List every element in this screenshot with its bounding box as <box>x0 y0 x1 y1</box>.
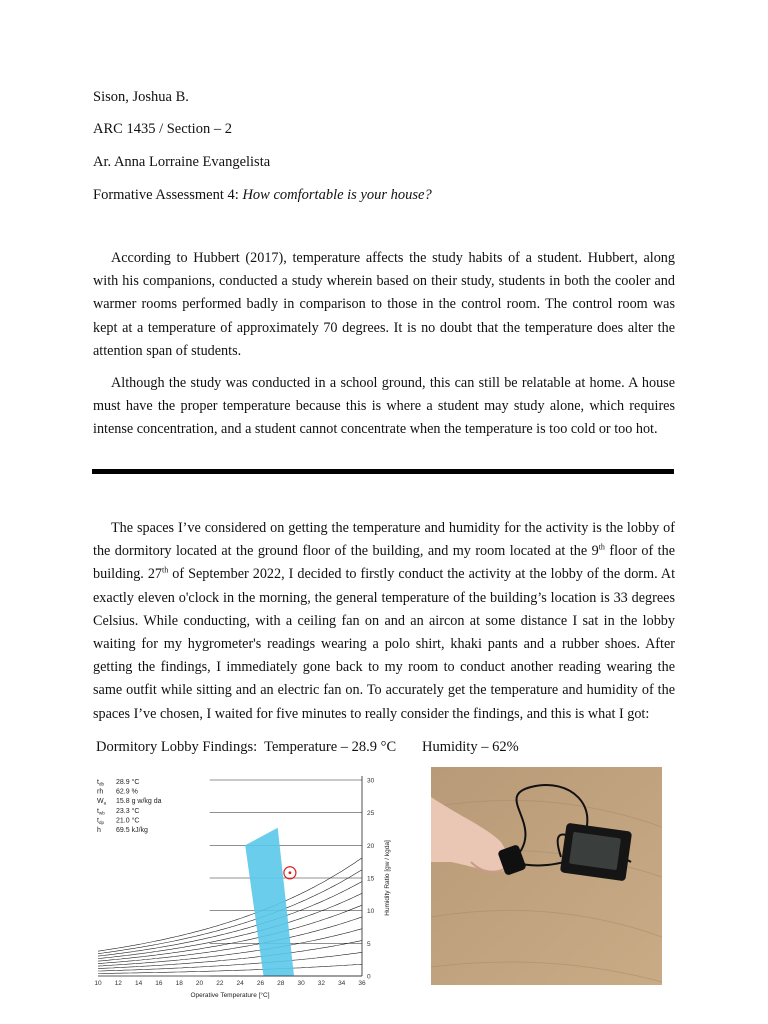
y-tick-label: 5 <box>367 940 371 948</box>
paragraph-3 <box>93 517 675 726</box>
reading-label: h <box>97 827 101 834</box>
y-tick-label: 0 <box>367 973 371 981</box>
rh-curves <box>98 858 362 974</box>
comfort-zone-group <box>245 828 294 976</box>
x-tick-label: 22 <box>216 980 224 987</box>
x-tick-label: 16 <box>155 980 163 987</box>
paragraph-1: According to Hubbert (2017), temperature affects the study habits of a student. Hubbert, along with his companions, conducted a study wherein based on their study, students in both the cooler and warmer rooms performed badly in comparison to those in the control room. The control room was kept at a temperature of approximately 70 degrees. It is no doubt that the temperature does alter the attention span of students. <box>93 250 675 359</box>
reading-label: rh <box>97 788 104 796</box>
x-tick-label: 14 <box>134 980 143 987</box>
reading-value: 15.8 g w/kg da <box>116 798 162 806</box>
psychrometric-chart <box>88 752 400 1004</box>
y-tick-label: 15 <box>367 875 375 883</box>
reading-label: $t_{dp}$ <box>97 817 104 825</box>
paragraph-3-part-a: The spaces I’ve considered on getting the temperature and humidity for the activity is the lobby of the dormitory located at the ground floor of the building, and my room located at the 9 <box>93 520 675 560</box>
reading-label: $t_{db}$ <box>97 779 104 787</box>
y-tick-label: 20 <box>367 842 375 850</box>
x-tick-label: 26 <box>256 980 265 987</box>
rh-curve <box>98 917 362 964</box>
paragraph-2: Although the study was conducted in a school ground, this can still be relatable at home. A house must have the proper temperature because this is where a student may study alone, which requires intense concentration, and a student cannot concentrate when the temperature is too cold or too hot. <box>93 375 675 438</box>
paragraph-3-part-c: of September 2022, I decided to firstly conduct the activity at the lobby of the dorm. At exactly eleven o'clock in the morning, the general temperature of the building’s location is 33 degrees Celsius. While conducting, with a ceiling fan on and an aircon at some distance I sat in the lobby waiting for my hygrometer's readings wearing a polo shirt, khaki pants and a rubber shoes. After getting the findings, I immediately gone back to my room to conduct another reading wearing the same outfit while sitting and an electric fan on. To accurately get the temperature and humidity of the spaces I’ve chosen, I waited for five minutes to really consider the findings, and this is what I got: <box>93 566 676 722</box>
reading-value: 21.0 °C <box>116 817 140 825</box>
assessment-heading <box>93 186 432 204</box>
y-tick-label: 25 <box>367 810 375 818</box>
reading-value: 69.5 kJ/kg <box>116 827 148 834</box>
findings-humidity: Humidity – 62% <box>422 739 519 755</box>
rh-curve <box>98 964 362 973</box>
chart-readings <box>97 778 162 834</box>
assessment-label: Formative Assessment 4: <box>93 187 239 203</box>
x-tick-label: 10 <box>94 980 102 987</box>
x-tick-label: 18 <box>175 980 183 987</box>
comfort-zone <box>245 828 294 976</box>
x-tick-label: 30 <box>297 980 305 987</box>
paragraph-3-part-b: floor of the building. 27 <box>93 543 676 583</box>
x-axis-label: Operative Temperature [°C] <box>190 992 270 999</box>
hygrometer-photo <box>431 767 662 985</box>
rh-curve <box>98 952 362 971</box>
reading-value: 62.9 % <box>116 788 138 796</box>
reading-value: 28.9 °C <box>116 779 140 786</box>
findings-title: Dormitory Lobby Findings: <box>96 739 258 755</box>
x-tick-label: 12 <box>114 980 122 987</box>
x-tick-label: 24 <box>236 980 244 987</box>
reading-label: $t_{wb}$ <box>97 807 105 816</box>
rh-curve <box>98 858 362 951</box>
section-divider <box>92 469 674 474</box>
ordinal-suffix: th <box>598 542 605 552</box>
findings-temperature: Temperature – 28.9 °C <box>264 739 397 755</box>
reading-label: $W_a$ <box>97 798 107 806</box>
x-tick-label: 20 <box>195 980 204 987</box>
rh-curve <box>98 882 362 957</box>
y-tick-label: 30 <box>367 777 375 785</box>
data-points <box>284 867 296 879</box>
student-name: Sison, Joshua B. <box>93 89 189 105</box>
assessment-title: How comfortable is your house? <box>242 187 432 203</box>
x-tick-label: 28 <box>277 980 285 987</box>
course-section: ARC 1435 / Section – 2 <box>93 121 232 137</box>
instructor-name: Ar. Anna Lorraine Evangelista <box>93 154 271 170</box>
x-tick-label: 34 <box>338 980 346 987</box>
y-tick-label: 10 <box>367 908 375 916</box>
rh-curve <box>98 905 362 961</box>
x-tick-label: 36 <box>358 980 366 987</box>
ordinal-suffix: th <box>162 565 169 575</box>
data-point <box>289 871 292 874</box>
reading-value: 23.3 °C <box>116 807 140 815</box>
x-tick-label: 32 <box>317 980 326 987</box>
y-axis-label: Humidity Ratio [gw / kgda] <box>384 840 391 916</box>
